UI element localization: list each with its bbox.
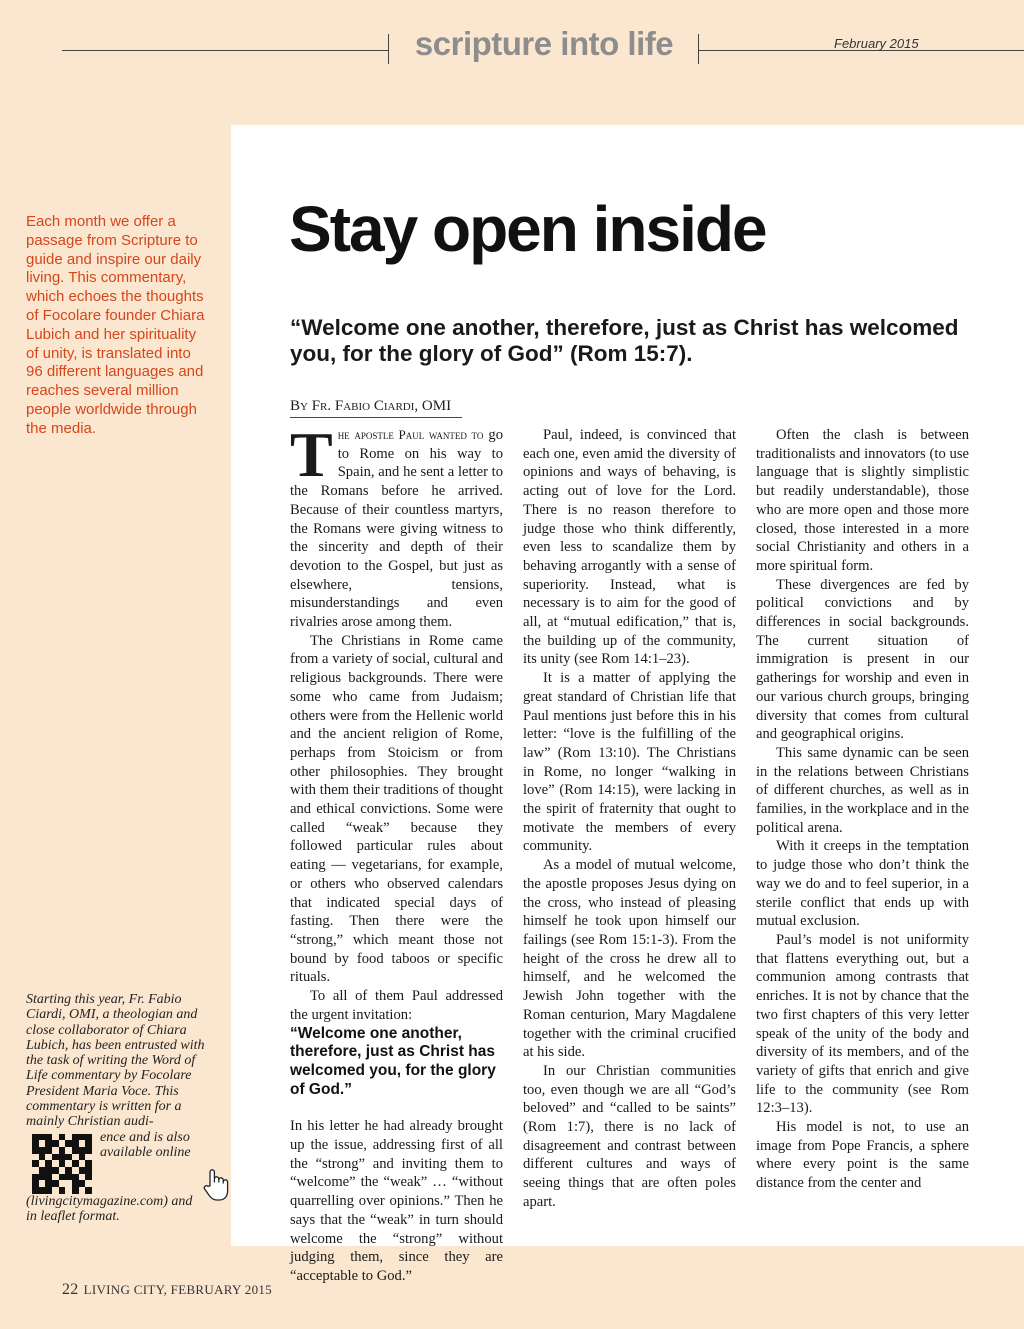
bio-text-wrap: ence and is also available online (livingcitymagazine.com) and in leaflet format. <box>26 1129 193 1224</box>
paragraph: In his letter he had already brought up the issue, addressing first of all the “strong” and inviting them to “welcome” the “weak” … “without quarrelling over opinions.” Then he says that the “weak” in turn should welcome the “strong” without judging them, since they are “acceptable to God.” <box>290 1118 503 1284</box>
bio-text: Starting this year, Fr. Fabio Ciardi, OMI, a theologian and close collaborator of Chiara Lubich, has been entrusted with the task of writing the Word of Life commentary by Focolare President Maria Voce. This commentary is written for a mainly Christian audi- <box>26 992 205 1130</box>
paragraph: To all of them Paul addressed the urgent invitation: <box>290 988 503 1023</box>
lead-smallcaps: he apostle Paul wanted to <box>337 427 484 442</box>
paragraph: With it creeps in the temptation to judge those who don’t think the way we do and to feel superior, in a sterile conflict that ends up with mutual exclusion. <box>756 838 969 930</box>
page-number: 22 <box>62 1281 79 1298</box>
paragraph: Often the clash is between traditionalists and innovators (to use language that is slightly simplistic but readily understandable), those who are more open and those more closed, those interested in a more social Christianity and others in a more spiritual form. <box>756 427 969 574</box>
paragraph: As a model of mutual welcome, the apostle proposes Jesus dying on the cross, who instead of pleasing himself he took upon himself our failings (see Rom 15:1-3). From the height of the cross he drew all to himself, and he welcomed the Jewish John together with the Roman centurion, Mary Magdalene together with the criminal crucified at his side. <box>523 857 736 1061</box>
qr-code-icon[interactable] <box>32 1134 92 1194</box>
paragraph: This same dynamic can be seen in the relations between Christians of different churches, as well as in families, in the workplace and in the political arena. <box>756 744 969 836</box>
page-footer <box>62 1281 272 1299</box>
section-title: scripture into life <box>414 25 674 62</box>
paragraph: The Christians in Rome came from a variety of social, cultural and religious backgrounds. There were some who came from Judaism; others were from the Hellenic world and the ancient religion of Rome, perhaps from Stoicism or from other philosophies. They brought with them their traditions of thought and ethical convictions. Some were called “weak” because they followed particular rules about eating — vegetarians, for example, or others who observed calendars that indicated special days of fasting. Then there were the “strong,” which meant those not bound by food taboos or specific rituals. <box>290 632 503 986</box>
article-column-1 <box>290 419 503 1286</box>
paragraph <box>290 419 503 632</box>
paragraph: Paul, indeed, is convinced that each one, even amid the diversity of opinions and ways of behaving, is acting out of love for the Lord. There is no reason therefore to judge those who think differently, even less to scandalize them by behaving arrogantly with a sense of superiority. Instead, what is necessary is to aim for the good of all, at “mutual edification,” that is, the building up of the community, its unity (see Rom 14:1–23). <box>523 427 736 668</box>
header-divider-right <box>698 34 699 64</box>
article-headline: Stay open inside <box>289 193 766 265</box>
intro-blurb: Each month we offer a passage from Scripture to guide and inspire our daily living. This commentary, which echoes the thoughts of Focolare founder Chiara Lubich and her spirituality of unity, is translated into 96 different languages and reaches several million people worldwide through the media. <box>26 213 205 437</box>
paragraph-text: go to Rome on his way to Spain, and he sent a letter to the Romans before he arrived. Because of their countless martyrs, the Romans were giving witness to the sincerity and depth of their devotion to the Gospel, but just as elsewhere, tensions, misunderstandings and even rivalries arose among them. <box>290 427 503 631</box>
paragraph: His model is not, to use an image from Pope Francis, a sphere where every point is the same distance from the center and <box>756 1119 969 1192</box>
paragraph: It is a matter of applying the great standard of Christian life that Paul mentions just before this in his letter: “love is the fulfilling of the law” (Rom 13:10). The Christians in Rome, no longer “walking in love” (Rom 14:15), were lacking in the spirit of fraternity that ought to motivate the members of every community. <box>523 670 736 855</box>
paragraph: Paul’s model is not uniformity that flattens everything out, but a communion among contrasts that enriches. It is not by chance that the two first chapters of this very letter speak of the unity of the body and diversity of its members, and of the variety of gifts that enrich and give life to the community (see Rom 12:3–13). <box>756 931 969 1117</box>
paragraph: In our Christian communities too, even though we are all “God’s beloved” and “called to be saints” (Rom 1:7), there is no lack of disagreement and contrast between different cultures and ways of seeing things that are often poles apart. <box>523 1062 736 1210</box>
publication-name: LIVING CITY, FEBRUARY 2015 <box>83 1282 272 1297</box>
scripture-quote: “Welcome one another, therefore, just as Christ has welcomed you, for the glory of God” (Rom 15:7). <box>290 315 959 366</box>
byline: By Fr. Fabio Ciardi, OMI <box>290 398 462 418</box>
article-column-3 <box>756 426 969 1193</box>
issue-date: February 2015 <box>834 36 919 51</box>
header-divider-left <box>388 34 389 64</box>
pointer-hand-icon <box>200 1166 232 1202</box>
paragraph: These divergences are fed by political convictions and by differences in social backgrounds. The current situation of immigration is present in our gatherings for worship and even in our various church groups, bringing diversity that comes from cultural and geographical origins. <box>756 576 969 743</box>
bio-wrap <box>26 1130 206 1225</box>
pull-quote: “Welcome one another, therefore, just as Christ has welcomed you, for the glory of God.” <box>290 1024 496 1098</box>
header-rule-left <box>62 50 388 51</box>
article-column-2 <box>523 426 736 1212</box>
author-bio <box>26 992 206 1224</box>
drop-cap: T <box>290 419 333 490</box>
